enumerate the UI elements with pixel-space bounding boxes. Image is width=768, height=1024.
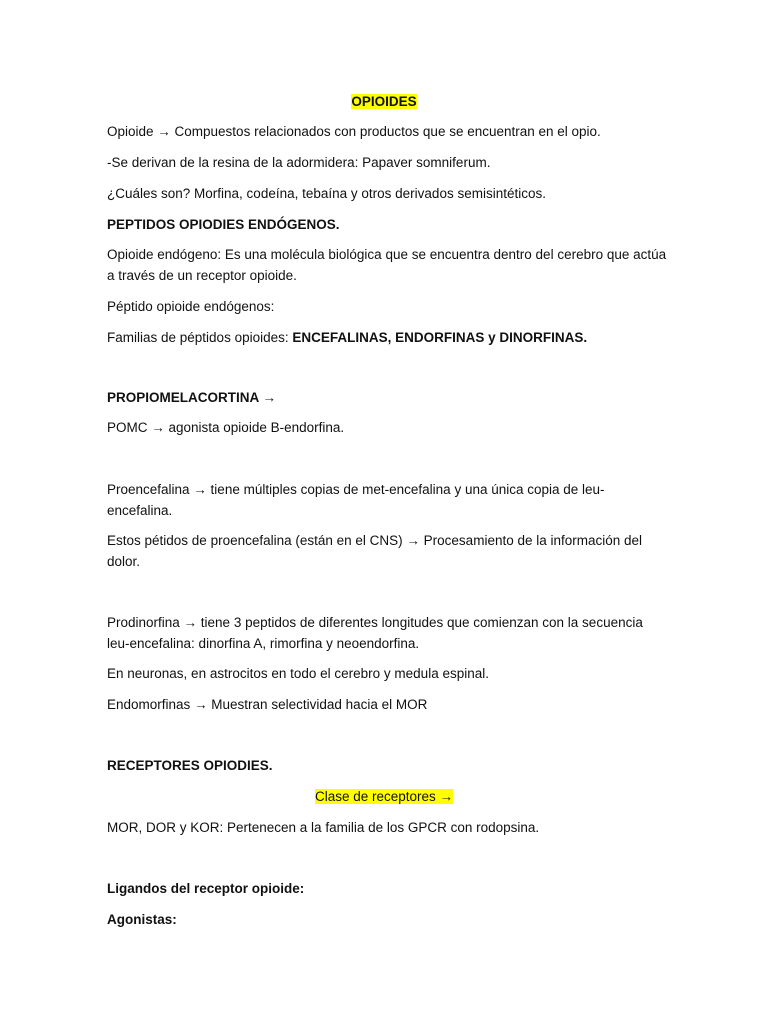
familias-prefix: Familias de péptidos opioides:	[107, 330, 293, 345]
paragraph-mor-dor-kor: MOR, DOR y KOR: Pertenecen a la familia de los GPCR con rodopsina.	[107, 820, 540, 835]
heading-propiomelacortina: PROPIOMELACORTINA →	[107, 390, 277, 405]
paragraph-cuales: ¿Cuáles son? Morfina, codeína, tebaína y otros derivados semisintéticos.	[107, 186, 546, 201]
heading-agonistas: Agonistas:	[107, 912, 177, 927]
paragraph-neuronas: En neuronas, en astrocitos en todo el cerebro y medula espinal.	[107, 666, 489, 681]
paragraph-derivan: -Se derivan de la resina de la adormidera: Papaver somniferum.	[107, 155, 491, 170]
familias-bold: ENCEFALINAS, ENDORFINAS y DINORFINAS.	[292, 330, 588, 345]
clase-receptores: Clase de receptores →	[314, 789, 454, 804]
doc-title: OPIOIDES	[351, 94, 417, 109]
heading-peptidos: PEPTIDOS OPIODIES ENDÓGENOS.	[107, 217, 340, 232]
clase-line	[0, 787, 768, 808]
paragraph-peptido-endogenos: Péptido opioide endógenos:	[107, 299, 275, 314]
paragraph-proencefalina: Proencefalina → tiene múltiples copias de met-encefalina y una única copia de leu-encefalina.	[107, 482, 605, 518]
paragraph-pomc: POMC → agonista opioide B-endorfina.	[107, 420, 345, 435]
paragraph-endomorfinas: Endomorfinas → Muestran selectividad hacia el MOR	[107, 697, 428, 712]
title-line	[0, 92, 768, 113]
heading-receptores: RECEPTORES OPIODIES.	[107, 758, 273, 773]
heading-ligandos: Ligandos del receptor opioide:	[107, 881, 305, 896]
paragraph-opioide: Opioide → Compuestos relacionados con productos que se encuentran en el opio.	[107, 124, 601, 139]
paragraph-estos-petidos: Estos pétidos de proencefalina (están en el CNS) → Procesamiento de la información del dolor.	[107, 533, 643, 569]
paragraph-familias	[107, 328, 667, 349]
paragraph-endogeno: Opioide endógeno: Es una molécula biológica que se encuentra dentro del cerebro que actúa a través de un receptor opioide.	[107, 247, 667, 283]
paragraph-prodinorfina: Prodinorfina → tiene 3 peptidos de diferentes longitudes que comienzan con la secuencia leu-encefalina: dinorfina A, rimorfina y neoendorfina.	[107, 615, 643, 651]
